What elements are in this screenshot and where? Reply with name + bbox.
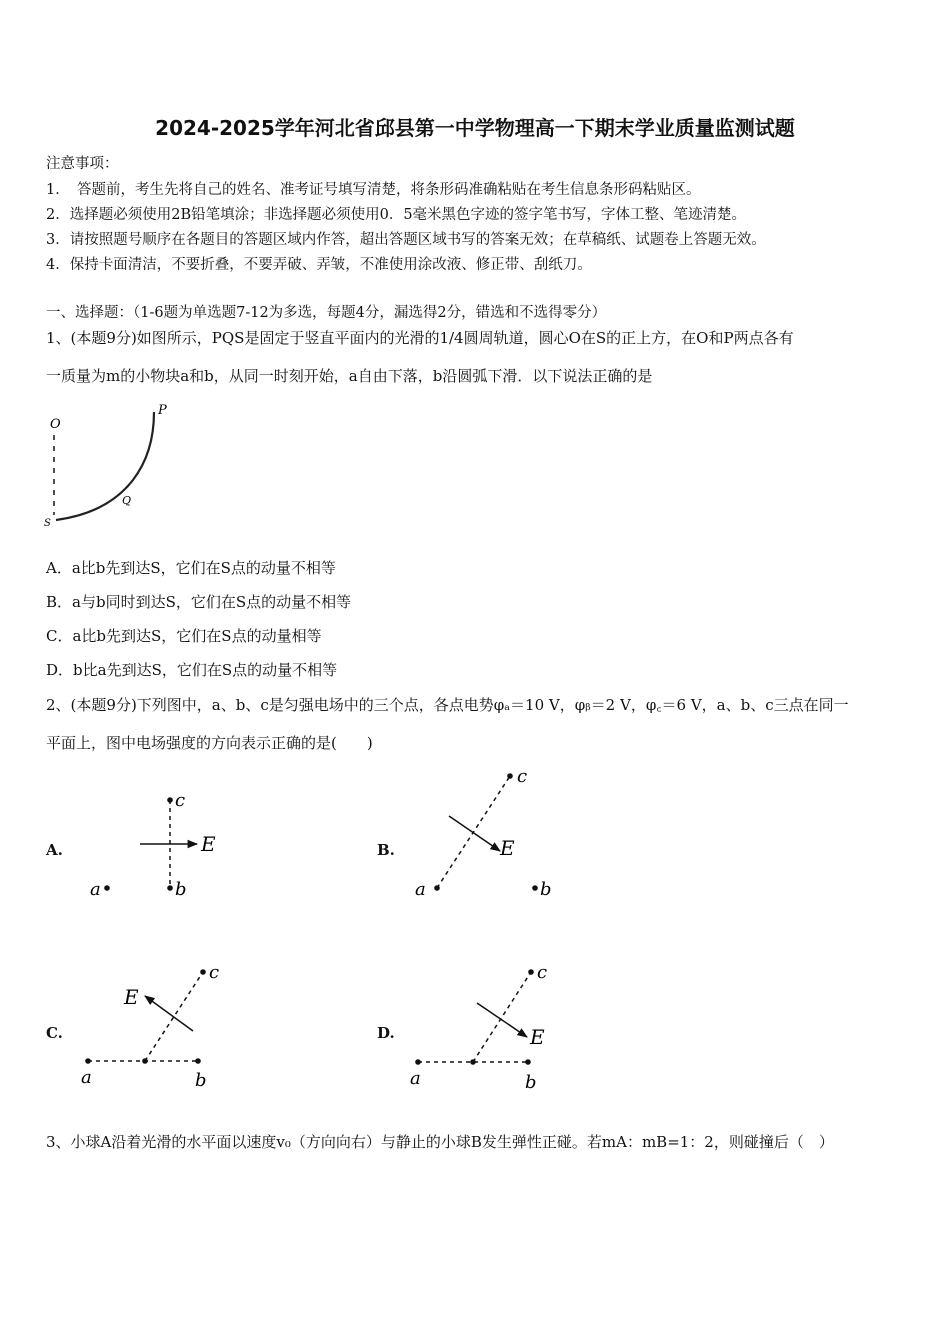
q2c-label-e: E: [124, 985, 139, 1009]
q2c-label-b: b: [195, 1070, 207, 1091]
q1-stem-line2: 一质量为m的小物块a和b，从同一时刻开始，a自由下落，b沿圆弧下滑．以下说法正确的是: [46, 367, 653, 385]
q2d-dashed-mid-c: [473, 972, 531, 1062]
notice-item-4: 4．保持卡面清洁，不要折叠，不要弄破、弄皱，不准使用涂改液、修正带、刮纸刀。: [46, 257, 592, 273]
q2b-label-a: a: [415, 879, 426, 900]
q2-option-c-label[interactable]: C.: [46, 1024, 63, 1042]
q1-option-c[interactable]: C．a比b先到达S，它们在S点的动量相等: [46, 627, 322, 645]
q2d-point-c: [528, 969, 534, 975]
q2b-field-arrow: [449, 816, 500, 851]
q2-figure-b: [415, 766, 552, 900]
q2c-point-b: [195, 1058, 201, 1064]
q2-figure-d: [410, 962, 547, 1093]
q2d-point-b: [525, 1059, 531, 1065]
q2d-label-e: E: [530, 1025, 545, 1049]
q2a-label-b: b: [175, 879, 187, 900]
q3-stem: 3、小球A沿着光滑的水平面以速度v₀（方向向右）与静止的小球B发生弹性正碰。若mA：mB=1：2，则碰撞后（ ）: [46, 1133, 834, 1151]
q2b-point-a: [434, 885, 440, 891]
q1-option-d[interactable]: D．b比a先到达S，它们在S点的动量不相等: [46, 661, 338, 679]
q2a-point-c: [167, 797, 173, 803]
q2d-label-b: b: [525, 1072, 537, 1093]
q2a-label-c: c: [175, 790, 186, 811]
q2b-point-b: [532, 885, 538, 891]
q1-stem-line1: 1、(本题9分)如图所示，PQS是固定于竖直平面内的光滑的1/4圆周轨道，圆心O在S的正上方，在O和P两点各有: [46, 329, 794, 347]
notice-item-3: 3．请按照题号顺序在各题目的答题区域内作答，超出答题区域书写的答案无效；在草稿纸、试题卷上答题无效。: [46, 232, 766, 248]
q2d-label-a: a: [410, 1068, 421, 1089]
q2d-field-arrow: [477, 1003, 527, 1037]
q2c-label-c: c: [209, 962, 220, 983]
notice-item-2: 2．选择题必须使用2B铅笔填涂；非选择题必须使用0．5毫米黑色字迹的签字笔书写，字体工整、笔迹清楚。: [46, 207, 747, 223]
q2b-label-e: E: [500, 836, 515, 860]
q2a-point-a: [104, 885, 110, 891]
q2c-point-a: [85, 1058, 91, 1064]
q2-option-b-label[interactable]: B.: [377, 841, 395, 859]
notice-heading: 注意事项：: [46, 156, 119, 172]
q2b-point-c: [507, 773, 513, 779]
q2-stem-line1: 2、(本题9分)下列图中，a、b、c是匀强电场中的三个点，各点电势φₐ＝10 V，φᵦ＝2 V，φ꜀＝6 V，a、b、c三点在同一: [46, 696, 849, 714]
q2b-label-b: b: [540, 879, 552, 900]
q1-label-s: S: [44, 518, 51, 529]
q1-label-o: O: [50, 417, 61, 432]
q2c-field-arrow: [145, 996, 193, 1031]
notice-item-1: 1． 答题前，考生先将自己的姓名、准考证号填写清楚，将条形码准确粘贴在考生信息条形码粘贴区。: [46, 182, 701, 198]
q1-option-b[interactable]: B．a与b同时到达S，它们在S点的动量不相等: [46, 593, 352, 611]
page-title: 2024-2025学年河北省邱县第一中学物理高一下期末学业质量监测试题: [155, 116, 795, 140]
section-heading: 一、选择题：（1-6题为单选题7-12为多选，每题4分，漏选得2分，错选和不选得零分）: [46, 305, 607, 321]
q1-option-a[interactable]: A．a比b先到达S，它们在S点的动量不相等: [46, 559, 336, 577]
q2a-label-a: a: [90, 879, 101, 900]
q2-stem-line2: 平面上，图中电场强度的方向表示正确的是( ): [46, 734, 373, 752]
q2c-label-a: a: [81, 1067, 92, 1088]
q2c-point-mid: [142, 1058, 148, 1064]
q2c-point-c: [200, 969, 206, 975]
q2-figure-a: [90, 790, 216, 900]
q2-figure-c: [81, 962, 219, 1091]
q2-option-d-label[interactable]: D.: [377, 1024, 395, 1042]
q2a-point-b: [167, 885, 173, 891]
q2d-point-mid: [470, 1059, 476, 1065]
q2a-label-e: E: [201, 832, 216, 856]
q2d-point-a: [415, 1059, 421, 1065]
q2-option-a-label[interactable]: A.: [46, 841, 63, 859]
q1-label-p: P: [158, 403, 167, 418]
q1-label-q: Q: [122, 494, 132, 507]
q2b-label-c: c: [517, 766, 528, 787]
q2d-label-c: c: [537, 962, 548, 983]
